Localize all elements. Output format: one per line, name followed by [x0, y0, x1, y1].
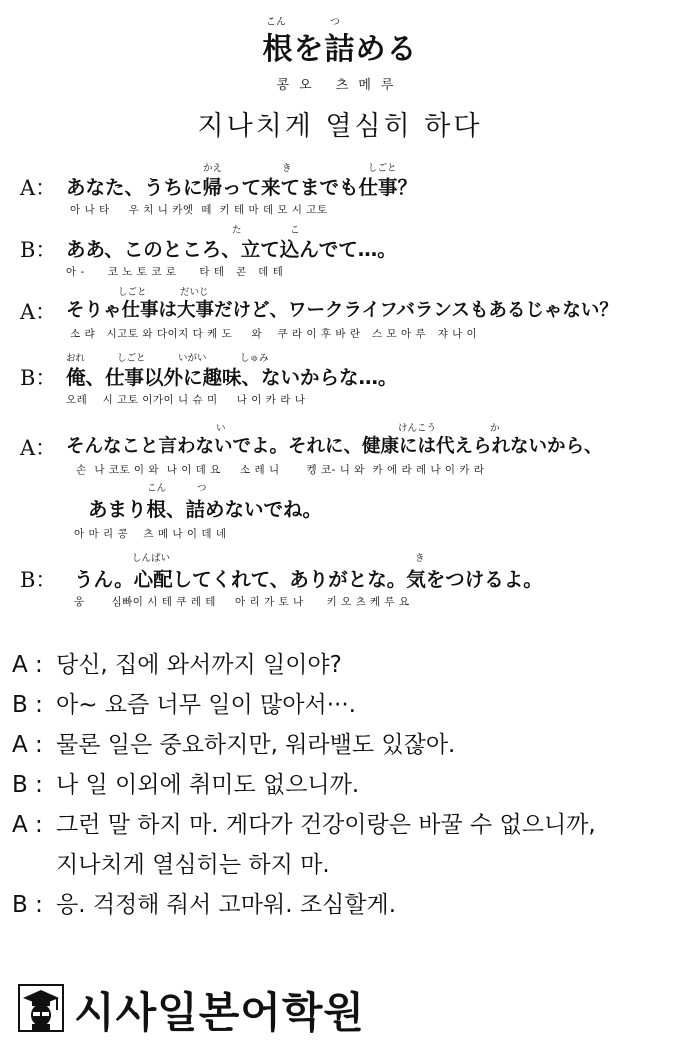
- ruby-text: き: [415, 553, 425, 564]
- reading-line: 아 - 코 노 토 코 로 타 테 콘 데 테: [66, 266, 284, 278]
- reading-line: 웅 심빠이 시 테 쿠 레 테 아 리 가 토 나 키 오 츠 케 루 요: [74, 596, 410, 608]
- ruby-text: か: [490, 423, 500, 434]
- graduation-cap-scholar-icon: [18, 984, 64, 1032]
- japanese-line: そりゃ仕事は大事だけど、ワークライフバランスもあるじゃない？: [66, 300, 618, 321]
- japanese-line: そんなこと言わないでよ。それに、健康には代えられないから、: [66, 436, 603, 457]
- translation-line: [12, 766, 359, 799]
- title-japanese: 根を詰める: [262, 32, 418, 67]
- brand-name: 시사일본어학원: [74, 988, 366, 1037]
- translation-text: 응. 걱정해 줘서 고마워. 조심할게.: [56, 892, 397, 918]
- translation-text: 물론 일은 중요하지만, 워라밸도 있잖아.: [56, 732, 456, 758]
- speaker-label: A：: [20, 176, 57, 200]
- title-ruby-kon: こん: [266, 17, 286, 28]
- reading-line: 소 랴 시고토 와 다이지 다 케 도 와 쿠 라 이 후 바 란 스 모 아 루 쟈 나 이: [70, 328, 478, 340]
- ruby-text: しんぱい: [132, 553, 171, 564]
- translation-text: 아~ 요즘 너무 일이 많아서···.: [56, 692, 356, 718]
- translation-speaker: B :: [12, 692, 43, 718]
- japanese-line: あまり根、詰めないでね。: [88, 498, 323, 521]
- ruby-text: こ: [290, 225, 300, 236]
- ruby-text: けんこう: [398, 423, 437, 434]
- ruby-text: き: [282, 163, 292, 174]
- ruby-text: しごと: [368, 163, 397, 174]
- reading-line: 손 나 코토 이 와 나 이 데 요 소 레 니 켕 코- 니 와 카 에 라 레 나 이 카 라: [76, 464, 485, 476]
- translation-speaker: A :: [12, 732, 43, 758]
- translation-line: [12, 806, 596, 839]
- ruby-text: い: [216, 423, 226, 434]
- translation-text: 나 일 이외에 취미도 없으니까.: [56, 772, 360, 798]
- title-ruby-tsu: つ: [330, 17, 340, 28]
- title-reading: 콩오 츠메루: [276, 78, 404, 93]
- speaker-label: B：: [20, 238, 57, 262]
- reading-line: 아 나 타 우 치 니 카엣 떼 키 테 마 데 모 시 고토: [70, 204, 328, 216]
- translation-line: [56, 846, 330, 879]
- translation-line: [12, 886, 396, 919]
- translation-speaker: B :: [12, 892, 43, 918]
- ruby-text: しごと: [118, 287, 147, 298]
- speaker-label: B：: [20, 568, 57, 592]
- reading-line: 오레 시 고토 이가이 니 슈 미 나 이 카 라 나: [66, 394, 306, 406]
- translation-speaker: A :: [12, 812, 43, 838]
- ruby-text: おれ: [66, 353, 86, 364]
- translation-speaker: B :: [12, 772, 43, 798]
- japanese-line: うん。心配してくれて、ありがとな。気をつけるよ。: [74, 568, 543, 591]
- ruby-text: いがい: [178, 353, 207, 364]
- ruby-text: かえ: [203, 163, 223, 174]
- translation-text: 지나치게 열심히는 하지 마.: [56, 852, 330, 878]
- ruby-text: しごと: [117, 353, 146, 364]
- japanese-line: あなた、うちに帰って来てまでも仕事？: [66, 176, 418, 199]
- speaker-label: B：: [20, 366, 57, 390]
- reading-line: 아 마 리 콩 츠 메 나 이 데 네: [74, 528, 227, 540]
- translation-speaker: A :: [12, 652, 43, 678]
- translation-text: 그런 말 하지 마. 게다가 건강이랑은 바꿀 수 없으니까,: [56, 812, 596, 838]
- japanese-line: ああ、このところ、立て込んでて…。: [66, 238, 397, 261]
- speaker-label: A：: [20, 300, 57, 324]
- japanese-line: 俺、仕事以外に趣味、ないからな…。: [66, 366, 398, 389]
- ruby-text: つ: [197, 483, 207, 494]
- translation-line: [12, 726, 455, 759]
- speaker-label: A：: [20, 436, 57, 460]
- ruby-text: だいじ: [180, 287, 209, 298]
- ruby-text: た: [232, 225, 242, 236]
- ruby-text: しゅみ: [240, 353, 269, 364]
- translation-line: [12, 646, 342, 679]
- ruby-text: こん: [147, 483, 167, 494]
- brand-logo: [14, 980, 414, 1040]
- translation-line: [12, 686, 356, 719]
- translation-text: 당신, 집에 와서까지 일이야?: [56, 652, 342, 678]
- title-korean: 지나치게 열심히 하다: [197, 111, 483, 142]
